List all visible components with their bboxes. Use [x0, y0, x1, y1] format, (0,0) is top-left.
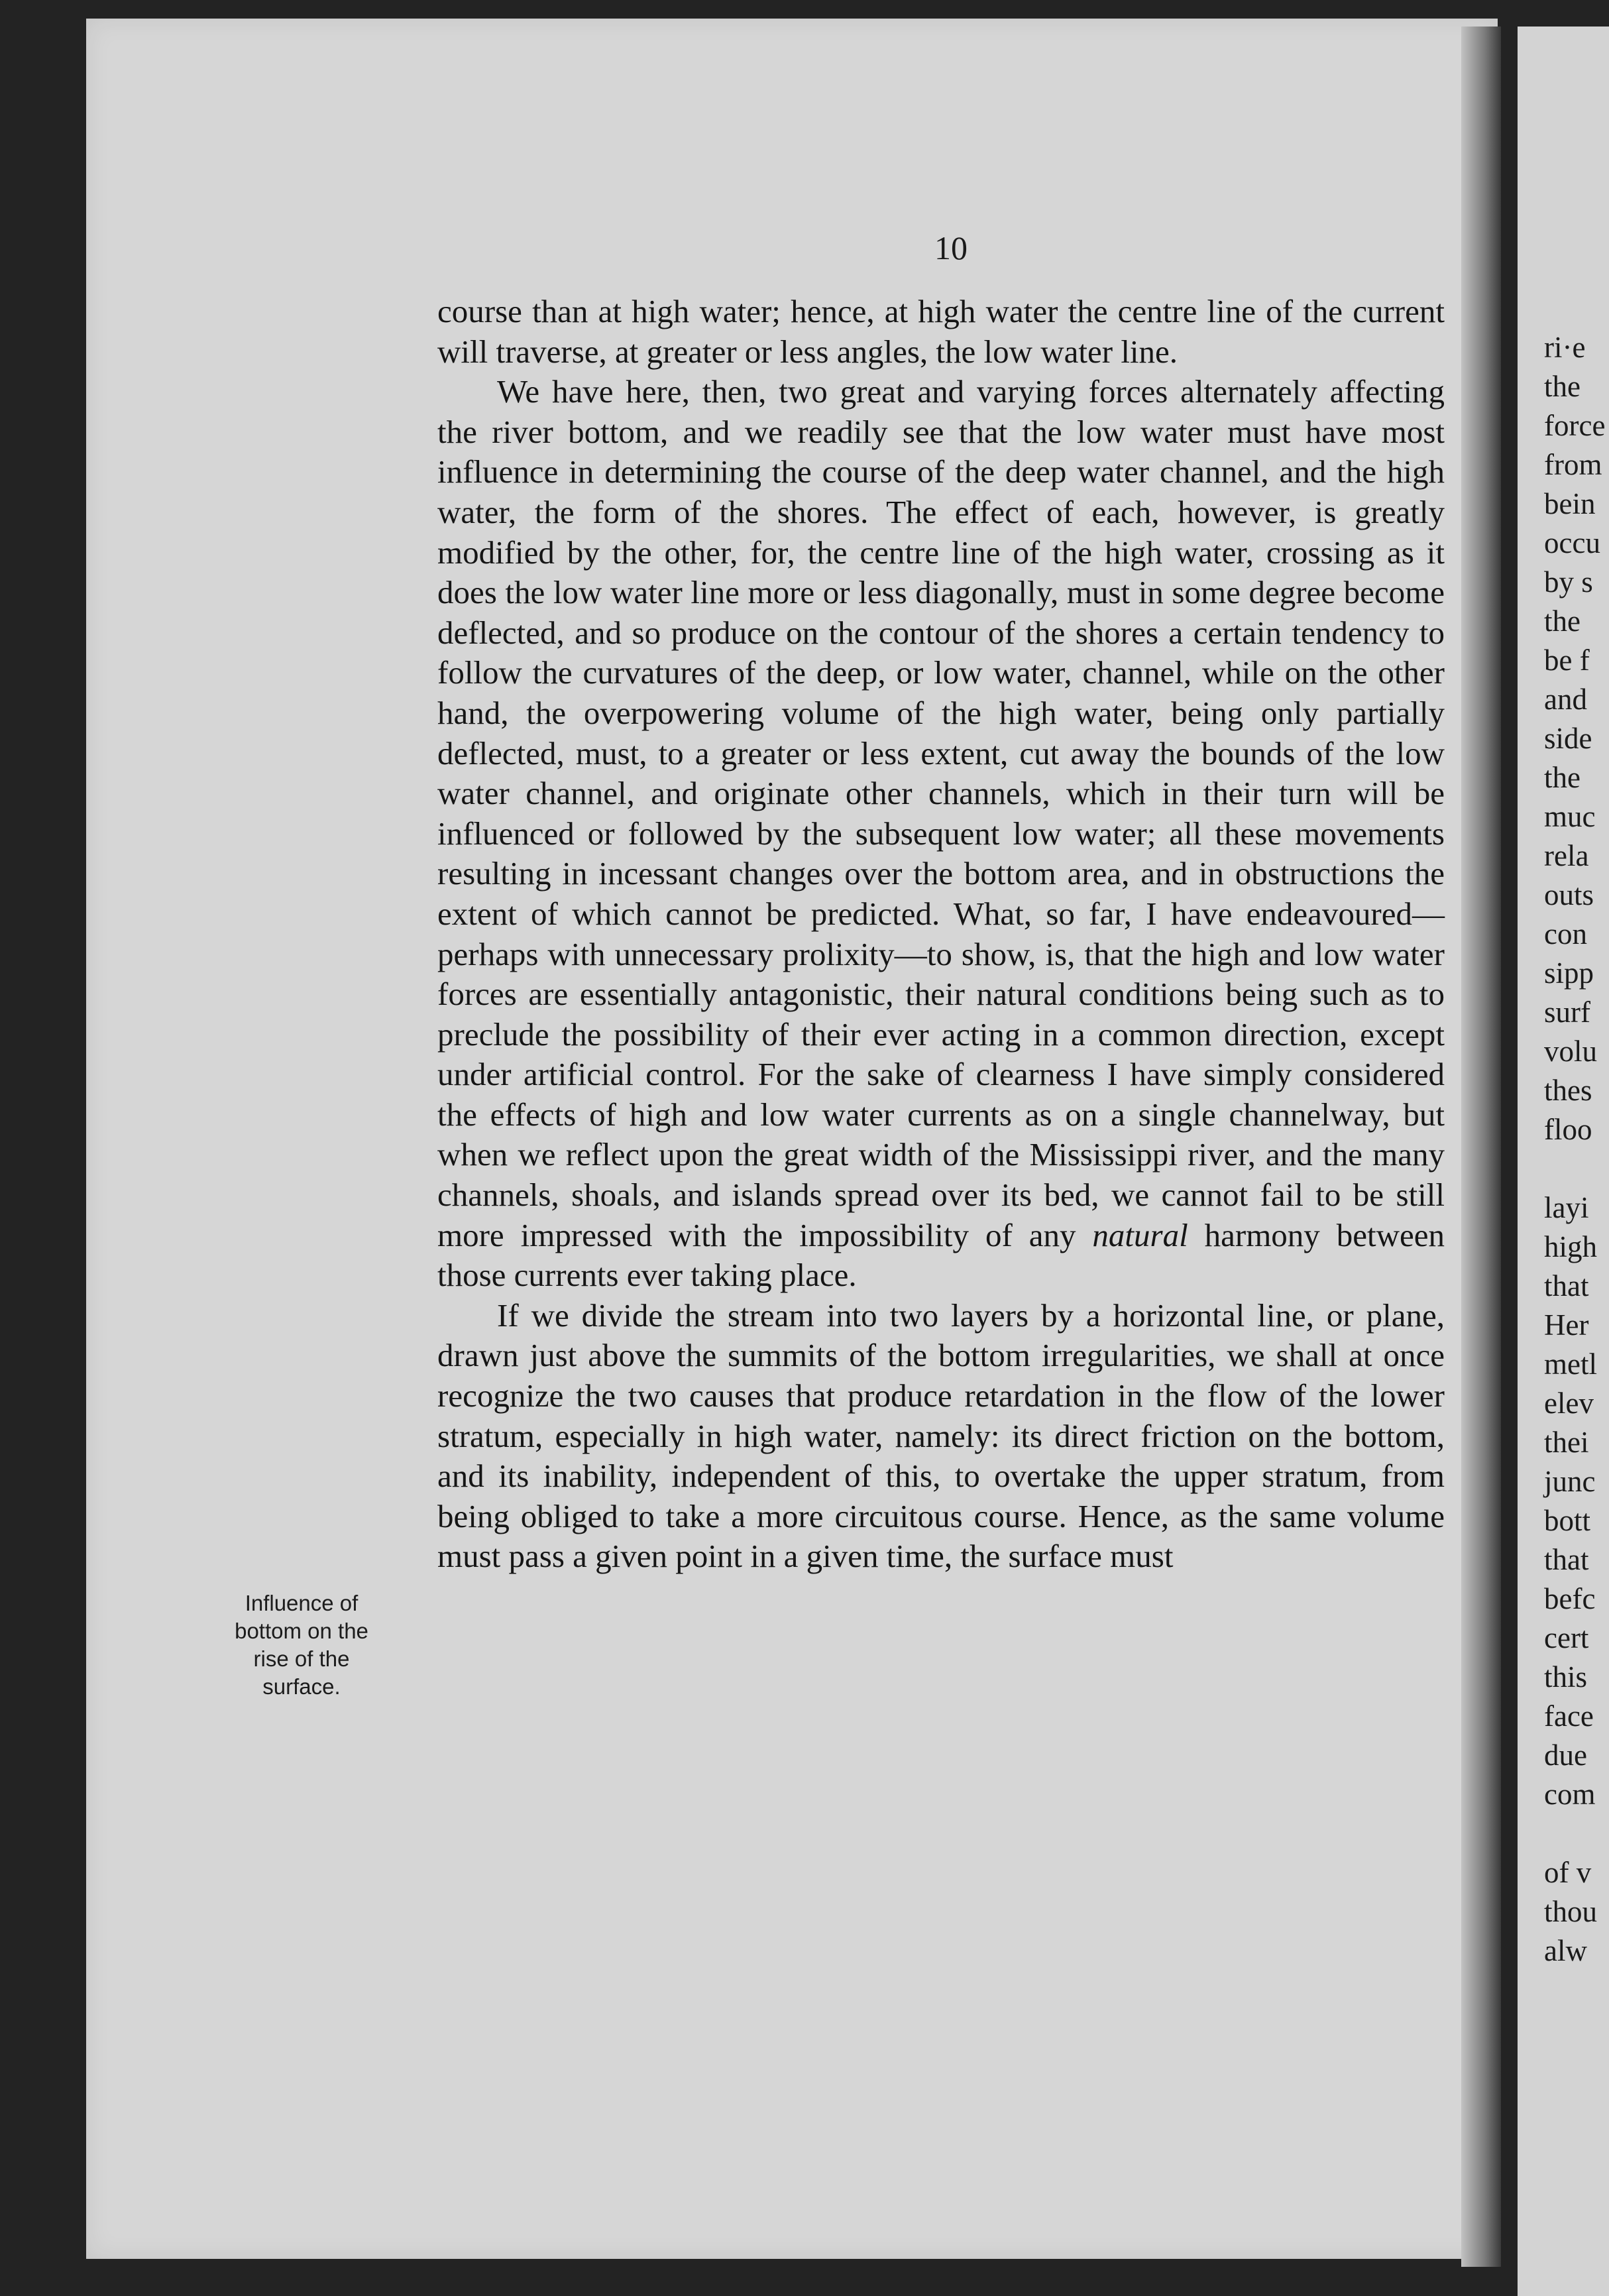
paragraph: If we divide the stream into two layers by a horizontal line, or plane, drawn just above the summits of the bottom irregularities, we shall at once recognize the two causes that produce retardation in the flow of the lower stratum, especially in high water, namely: its direct friction on the bottom, and its inability, independent of this, to overtake the upper stratum, from being obliged to take a more circuitous course. Hence, as the same volume must pass a given point in a given time, the surface must — [437, 1296, 1445, 1575]
paragraph — [437, 372, 1445, 1296]
body-text — [437, 292, 1445, 1577]
facing-page — [1518, 27, 1609, 2296]
paragraph-text: harmony between those currents ever taking place. — [437, 1216, 1445, 1294]
margin-note: Influence of bottom on the rise of the surface. — [235, 1591, 368, 1699]
page-number: 10 — [934, 229, 968, 266]
facing-page-text: ri·e the force from bein occu by s the be f and side the muc rela outs con sipp surf volu thes floo layi high that Her metl elev thei junc bott that befc cert this face due com of v thou alw — [1544, 331, 1606, 1967]
page-gutter — [1461, 27, 1501, 2267]
paragraph: course than at high water; hence, at high water the centre line of the current will traverse, at greater or less angles, the low water line. — [437, 293, 1445, 370]
italic-word: natural — [1092, 1216, 1188, 1253]
paragraph-text: We have here, then, two great and varying forces alternately affecting the river bottom, and we readily see that the low water must have most influence in determining the course of the deep water channel, and the high water, the form of the shores. The effect of each, however, is greatly modified by the other, for, the centre line of the high water, crossing as it does the low water line more or less diagonally, must in some degree become deflected, and so produce on the contour of the shores a certain tendency to follow the curvatures of the deep, or low water, channel, while on the other hand, the overpowering volume of the high water, being only partially deflected, must, to a greater or less extent, cut away the bounds of the low water channel, and originate other channels, which in their turn will be influenced or followed by the subsequent low water; all these movements resulting in incessant changes over the bottom area, and in obstructions the extent of which cannot be predicted. What, so far, I have endeavoured—perhaps with unnecessary prolixity—to show, is, that the high and low water forces are essentially antagonistic, their natural conditions being such as to preclude the possibility of their ever acting in a common direction, except under artificial control. For the sake of clearness I have simply considered the effects of high and low water currents as on a single channelway, but when we reflect upon the great width of the Mississippi river, and the many channels, shoals, and islands spread over its bed, we cannot fail to be still more impressed with the impossibility of any — [437, 373, 1445, 1253]
